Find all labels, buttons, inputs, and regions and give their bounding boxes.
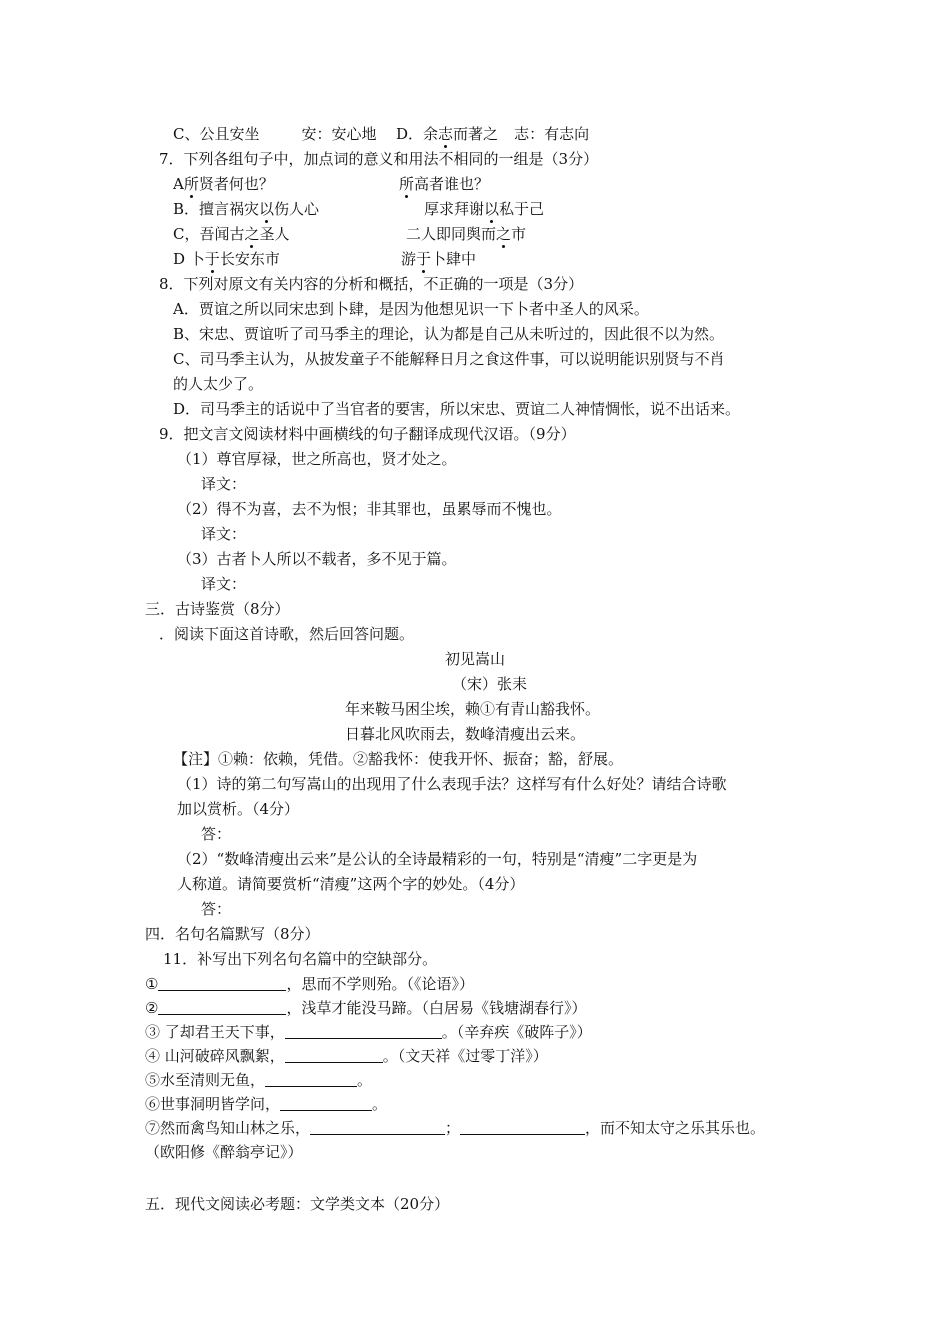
q9-stem: 9．把文言文阅读材料中画横线的句子翻译成现代汉语。（9分） xyxy=(159,425,576,443)
q7-option-c1: C，吾闻古之圣人 xyxy=(173,225,290,243)
q9-sentence-1: （1）尊官厚禄，世之所高也，贤才处之。 xyxy=(177,450,457,468)
blank-7a[interactable] xyxy=(310,1119,445,1135)
poem-question-2-line2: 人称道。请简要赏析“清瘦”这两个字的妙处。（4分） xyxy=(177,875,525,893)
section-5-title: 五．现代文阅读必考题：文学类文本（20分） xyxy=(145,1195,450,1213)
q9-sentence-2: （2）得不为喜，去不为恨；非其罪也，虽累辱而不愧也。 xyxy=(177,500,562,518)
q8-stem: 8．下列对原文有关内容的分析和概括，不正确的一项是（3分） xyxy=(159,275,584,293)
poem-question-1-line1: （1）诗的第二句写嵩山的出现用了什么表现手法？这样写有什么好处？请结合诗歌 xyxy=(177,775,727,793)
q6-option-d: D．余志而著之 志：有志向 xyxy=(396,125,590,143)
q7-option-b1: B．擅言祸灾以伤人心 xyxy=(173,200,320,218)
blank-1[interactable] xyxy=(158,975,286,991)
answer-label-1: 答： xyxy=(201,825,232,843)
poem-line-2: 日暮北风吹雨去，数峰清瘦出云来。 xyxy=(345,725,586,743)
q7-stem: 7．下列各组句子中，加点词的意义和用法不相同的一组是（3分） xyxy=(159,150,599,168)
poem-question-2-line1: （2）“数峰清瘦出云来”是公认的全诗最精彩的一句，特别是“清瘦”二字更是为 xyxy=(177,850,698,868)
q9-translation-label-3: 译文： xyxy=(201,575,247,593)
section-4-title: 四．名句名篇默写（8分） xyxy=(145,925,320,943)
q7-option-c2: 二人即同舆而之市 xyxy=(406,225,527,243)
q9-translation-label-2: 译文： xyxy=(201,525,247,543)
fill-item-4: ④ 山河破碎风飘絮， 。（文天祥《过零丁洋》） xyxy=(145,1047,548,1065)
fill-item-7-source: （欧阳修《醉翁亭记》） xyxy=(145,1143,303,1161)
poem-question-1-line2: 加以赏析。（4分） xyxy=(177,800,300,818)
fill-item-3: ③ 了却君王天下事， 。（辛弃疾《破阵子》） xyxy=(145,1023,592,1041)
blank-3[interactable] xyxy=(285,1023,442,1039)
answer-label-2: 答： xyxy=(201,900,232,918)
blank-2[interactable] xyxy=(158,999,286,1015)
poem-line-1: 年来鞍马困尘埃，赖①有青山豁我怀。 xyxy=(345,700,601,718)
q7-option-d2: 游于卜肆中 xyxy=(401,250,477,268)
q8-option-a: A．贾谊之所以同宋忠到卜肆，是因为他想见识一下卜者中圣人的风采。 xyxy=(173,300,649,318)
q9-sentence-3: （3）古者卜人所以不载者，多不见于篇。 xyxy=(177,550,457,568)
fill-item-7: ⑦然而禽鸟知山林之乐， ； ，而不知太守之乐其乐也。 xyxy=(145,1119,766,1137)
blank-7b[interactable] xyxy=(460,1119,585,1135)
q8-option-c-line1: C、司马季主认为，从披发童子不能解释日月之食这件事，可以说明能识别贤与不肖 xyxy=(173,350,725,368)
fill-item-2: ② ，浅草才能没马蹄。（白居易《钱塘湖春行》） xyxy=(145,999,587,1017)
q11-stem: 11．补写出下列名句名篇中的空缺部分。 xyxy=(163,950,438,968)
fill-item-1: ① ，思而不学则殆。（《论语》） xyxy=(145,975,474,993)
section-3-intro: ．阅读下面这首诗歌，然后回答问题。 xyxy=(159,625,415,643)
blank-6[interactable] xyxy=(280,1095,372,1111)
fill-item-5: ⑤水至清则无鱼， 。 xyxy=(145,1071,373,1089)
q9-translation-label-1: 译文： xyxy=(201,475,247,493)
q7-option-a1: A所贤者何也？ xyxy=(173,175,274,193)
blank-4[interactable] xyxy=(285,1047,383,1063)
q8-option-c-line2: 的人太少了。 xyxy=(173,375,264,393)
q7-option-b2: 厚求拜谢以私于己 xyxy=(424,200,545,218)
fill-item-6: ⑥世事洞明皆学问， 。 xyxy=(145,1095,388,1113)
q7-option-d1: D 卜于长安东市 xyxy=(173,250,280,268)
q6-option-c: C、公且安坐 安：安心地 xyxy=(173,125,377,143)
q8-option-b: B、宋忠、贾谊听了司马季主的理论，认为都是自己从未听过的，因此很不以为然。 xyxy=(173,325,725,343)
poem-title: 初见嵩山 xyxy=(445,650,506,668)
q7-option-a2: 所高者谁也？ xyxy=(399,175,490,193)
q8-option-d: D．司马季主的话说中了当官者的要害，所以宋忠、贾谊二人神情惆怅，说不出话来。 xyxy=(173,400,741,418)
section-3-title: 三．古诗鉴赏（8分） xyxy=(145,600,290,618)
blank-5[interactable] xyxy=(265,1071,357,1087)
poem-note: 【注】①赖：依赖，凭借。②豁我怀：使我开怀、振奋；豁，舒展。 xyxy=(173,750,624,768)
poem-author: （宋）张耒 xyxy=(452,675,528,693)
